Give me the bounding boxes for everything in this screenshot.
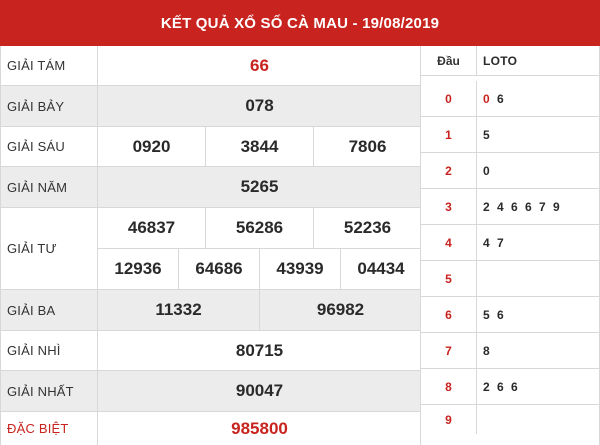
loto-values <box>477 81 599 116</box>
prize-number: 11332 <box>155 300 202 319</box>
prize-number: 0920 <box>132 136 171 156</box>
prize-number: 7806 <box>313 127 421 166</box>
loto-row <box>421 225 599 261</box>
loto-value: 2 6 6 <box>483 379 520 394</box>
loto-row <box>421 369 599 405</box>
prize-number: 80715 <box>235 340 284 360</box>
prize-number: 96982 <box>259 290 421 330</box>
loto-header-label: LOTO <box>483 53 518 68</box>
loto-dau: 9 <box>421 405 477 434</box>
loto-values <box>477 153 599 188</box>
dau-header: Đầu <box>421 46 477 75</box>
prize-number: 52236 <box>313 208 421 248</box>
loto-dau: 3 <box>421 189 477 224</box>
loto-row <box>421 297 599 333</box>
loto-row <box>421 333 599 369</box>
loto-row <box>421 261 599 297</box>
prize-row-dacbiet <box>1 412 421 445</box>
prize-row-tu <box>1 208 421 290</box>
loto-value: 4 7 <box>483 235 506 250</box>
loto-dau: 4 <box>421 225 477 260</box>
prize-number: 56286 <box>205 208 313 248</box>
loto-values <box>477 297 599 332</box>
loto-value: 6 <box>491 91 506 106</box>
prize-number: 5265 <box>240 177 279 196</box>
loto-value: 2 4 6 6 7 9 <box>483 199 562 214</box>
loto-dau: 1 <box>421 117 477 152</box>
prize-row-tam <box>1 46 421 86</box>
loto-row <box>421 189 599 225</box>
prize-label: GIẢI NĂM <box>1 167 98 207</box>
prize-label: ĐẶC BIỆT <box>1 412 98 445</box>
loto-dau: 5 <box>421 261 477 296</box>
prize-label: GIẢI BA <box>1 290 98 330</box>
prize-table <box>0 46 420 445</box>
prize-row-ba <box>1 290 421 331</box>
loto-values <box>477 261 599 296</box>
prize-label: GIẢI TÁM <box>1 46 98 85</box>
loto-value: 0 <box>483 163 492 178</box>
loto-dau: 2 <box>421 153 477 188</box>
prize-number: 078 <box>245 96 274 115</box>
loto-table <box>420 46 600 445</box>
loto-dau: 7 <box>421 333 477 368</box>
loto-dau: 6 <box>421 297 477 332</box>
prize-number: 46837 <box>127 218 176 237</box>
loto-values <box>477 369 599 404</box>
prize-label: GIẢI BẢY <box>1 86 98 126</box>
loto-dau: 0 <box>421 81 477 116</box>
loto-value: 5 6 <box>483 307 506 322</box>
prize-number: 90047 <box>235 381 284 400</box>
loto-row <box>421 81 599 117</box>
loto-header <box>421 46 599 76</box>
results-title: KẾT QUẢ XỔ SỐ CÀ MAU - 19/08/2019 <box>0 0 600 46</box>
prize-number: 985800 <box>231 418 288 438</box>
prize-label: GIẢI NHÌ <box>1 331 98 370</box>
loto-values <box>477 117 599 152</box>
prize-number: 3844 <box>205 127 313 166</box>
prize-number: 12936 <box>114 259 162 278</box>
prize-label: GIẢI SÁU <box>1 127 98 166</box>
loto-value: 8 <box>483 343 492 358</box>
prize-label: GIẢI TƯ <box>1 208 98 289</box>
prize-number: 43939 <box>259 249 340 289</box>
prize-row-nhi <box>1 331 421 371</box>
prize-row-bay <box>1 86 421 127</box>
prize-row-sau <box>1 127 421 167</box>
loto-dau: 8 <box>421 369 477 404</box>
loto-values <box>477 333 599 368</box>
loto-values <box>477 189 599 224</box>
loto-row <box>421 117 599 153</box>
prize-number: 66 <box>250 55 269 75</box>
loto-row <box>421 153 599 189</box>
prize-label: GIẢI NHẤT <box>1 371 98 411</box>
loto-row <box>421 405 599 434</box>
loto-highlight-value: 0 <box>483 91 492 106</box>
loto-values <box>477 405 599 434</box>
prize-number: 04434 <box>340 249 421 289</box>
loto-value: 5 <box>483 127 492 142</box>
loto-values <box>477 225 599 260</box>
prize-row-nhat <box>1 371 421 412</box>
prize-number: 64686 <box>178 249 259 289</box>
prize-row-nam <box>1 167 421 208</box>
